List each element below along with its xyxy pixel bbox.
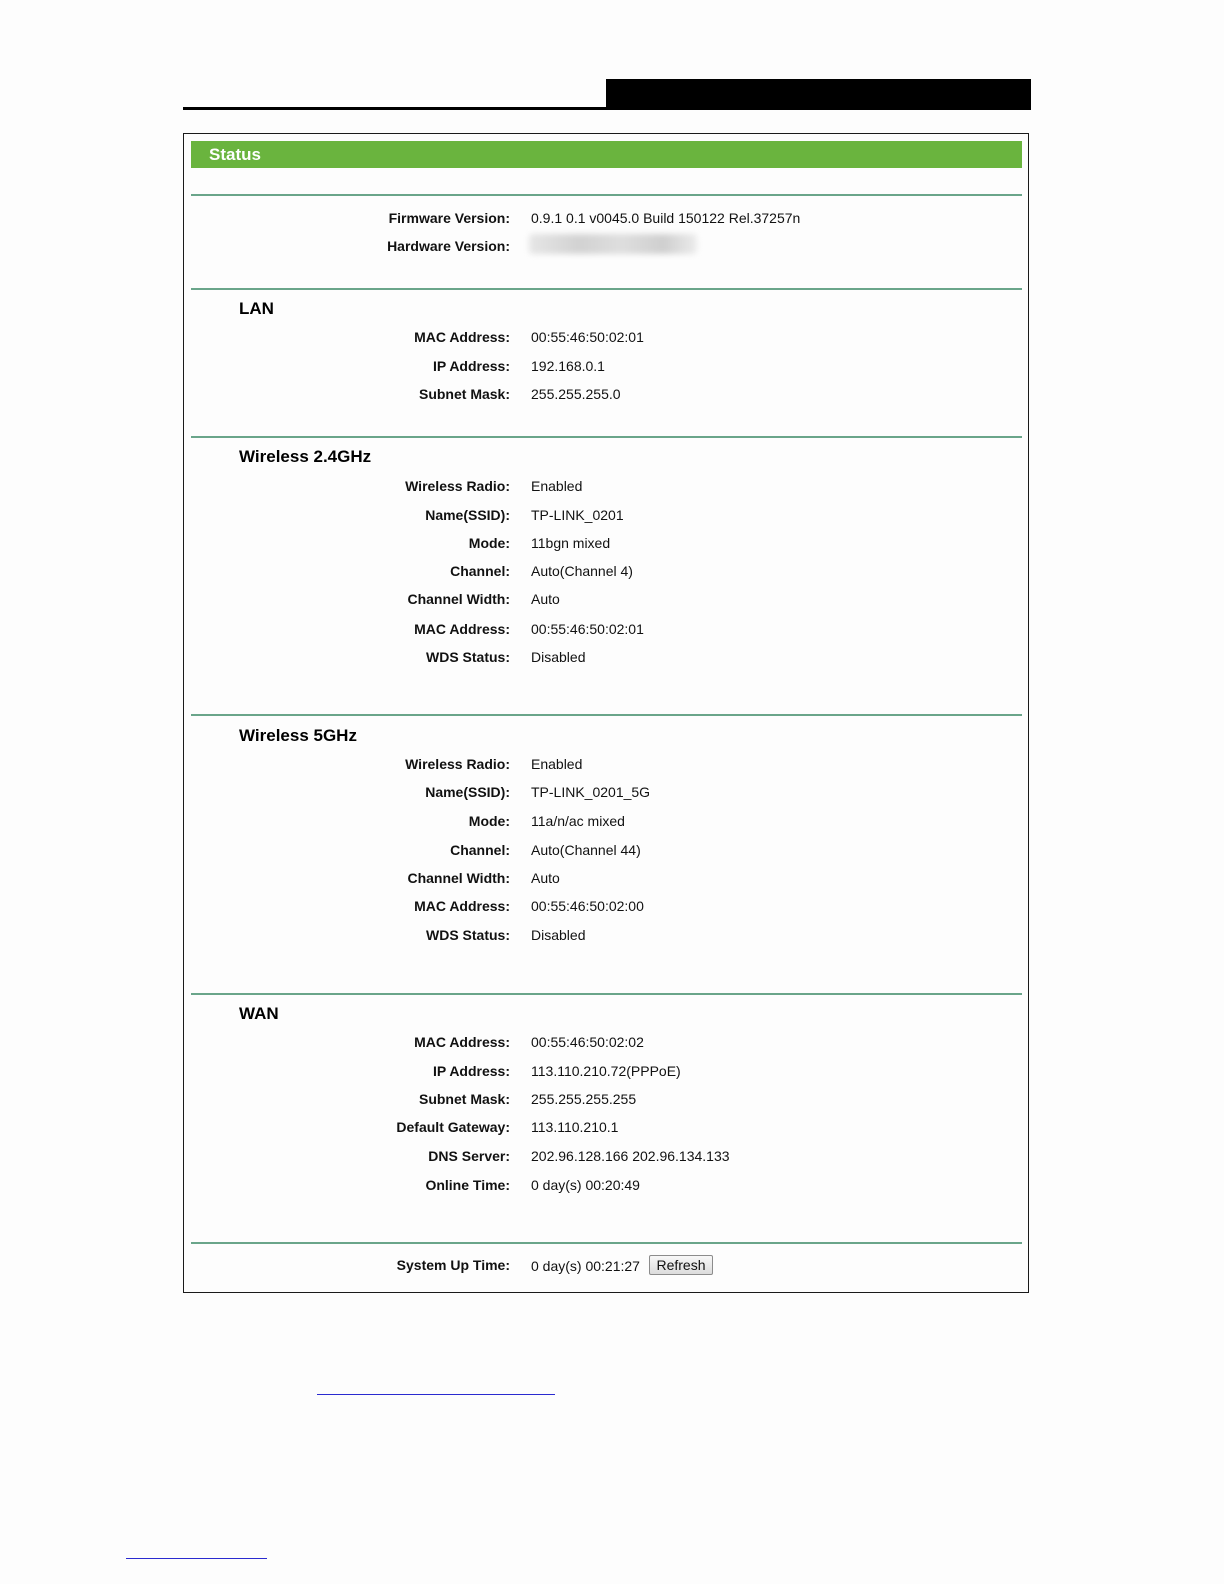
w5-ssid-value: TP-LINK_0201_5G	[531, 784, 651, 800]
w24-radio-label: Wireless Radio:	[405, 478, 510, 494]
wireless5-section-title: Wireless 5GHz	[239, 726, 357, 745]
wan-dns-label: DNS Server:	[428, 1148, 510, 1164]
wan-section-title: WAN	[239, 1004, 279, 1023]
wan-dns-value: 202.96.128.166 202.96.134.133	[531, 1148, 730, 1164]
w24-mode-label: Mode:	[468, 535, 510, 551]
wan-gateway-label: Default Gateway:	[396, 1119, 510, 1135]
section-divider	[191, 288, 1022, 290]
refresh-button[interactable]: Refresh	[649, 1255, 713, 1275]
section-divider	[191, 714, 1022, 716]
w5-width-value: Auto	[531, 870, 560, 886]
w24-mode-value: 11bgn mixed	[531, 535, 611, 551]
w24-ssid-label: Name(SSID):	[425, 507, 510, 523]
w24-radio-value: Enabled	[531, 478, 583, 494]
system-uptime-value: 0 day(s) 00:21:27	[531, 1258, 640, 1274]
section-divider	[191, 194, 1022, 196]
wan-mac-value: 00:55:46:50:02:02	[531, 1034, 644, 1050]
w24-wds-value: Disabled	[531, 649, 586, 665]
page-title: Status	[191, 141, 1022, 168]
w5-wds-value: Disabled	[531, 927, 586, 943]
firmware-version-label: Firmware Version:	[388, 210, 510, 226]
firmware-version-value: 0.9.1 0.1 v0045.0 Build 150122 Rel.37257n	[531, 210, 801, 226]
section-divider	[191, 436, 1022, 438]
section-divider	[191, 993, 1022, 995]
status-panel	[183, 133, 1029, 1293]
hardware-version-label: Hardware Version:	[387, 238, 510, 254]
lan-section-title: LAN	[239, 299, 274, 318]
w5-ssid-label: Name(SSID):	[425, 784, 510, 800]
w24-mac-value: 00:55:46:50:02:01	[531, 621, 644, 637]
w24-channel-value: Auto(Channel 4)	[531, 563, 633, 579]
w5-mode-value: 11a/n/ac mixed	[531, 813, 625, 829]
wan-online-time-value: 0 day(s) 00:20:49	[531, 1177, 640, 1193]
w24-mac-label: MAC Address:	[414, 621, 510, 637]
w5-wds-label: WDS Status:	[426, 927, 510, 943]
w24-width-label: Channel Width:	[407, 591, 510, 607]
lan-ip-label: IP Address:	[432, 358, 510, 374]
hyperlink-underline[interactable]	[317, 1394, 555, 1395]
wan-ip-value: 113.110.210.72(PPPoE)	[531, 1063, 681, 1079]
footnote-link-underline[interactable]	[126, 1558, 267, 1559]
system-uptime-label: System Up Time:	[396, 1257, 510, 1273]
w5-channel-label: Channel:	[450, 842, 510, 858]
section-divider	[191, 1242, 1022, 1244]
lan-subnet-label: Subnet Mask:	[418, 386, 510, 402]
wan-subnet-value: 255.255.255.255	[531, 1091, 637, 1107]
lan-mac-value: 00:55:46:50:02:01	[531, 329, 644, 345]
wan-gateway-value: 113.110.210.1	[531, 1119, 619, 1135]
w24-wds-label: WDS Status:	[426, 649, 510, 665]
w24-ssid-value: TP-LINK_0201	[531, 507, 624, 523]
lan-mac-label: MAC Address:	[414, 329, 510, 345]
w24-channel-label: Channel:	[450, 563, 510, 579]
w5-channel-value: Auto(Channel 44)	[531, 842, 641, 858]
hardware-version-value-redacted	[529, 234, 697, 254]
w5-width-label: Channel Width:	[407, 870, 510, 886]
w5-mac-value: 00:55:46:50:02:00	[531, 898, 644, 914]
wireless24-section-title: Wireless 2.4GHz	[239, 447, 372, 466]
w5-mac-label: MAC Address:	[414, 898, 510, 914]
w5-mode-label: Mode:	[468, 813, 510, 829]
wan-ip-label: IP Address:	[432, 1063, 510, 1079]
w5-radio-value: Enabled	[531, 756, 583, 772]
lan-subnet-value: 255.255.255.0	[531, 386, 621, 402]
wan-online-time-label: Online Time:	[425, 1177, 510, 1193]
header-block	[606, 79, 1031, 110]
lan-ip-value: 192.168.0.1	[531, 358, 605, 374]
wan-mac-label: MAC Address:	[414, 1034, 510, 1050]
w24-width-value: Auto	[531, 591, 560, 607]
w5-radio-label: Wireless Radio:	[405, 756, 510, 772]
wan-subnet-label: Subnet Mask:	[418, 1091, 510, 1107]
